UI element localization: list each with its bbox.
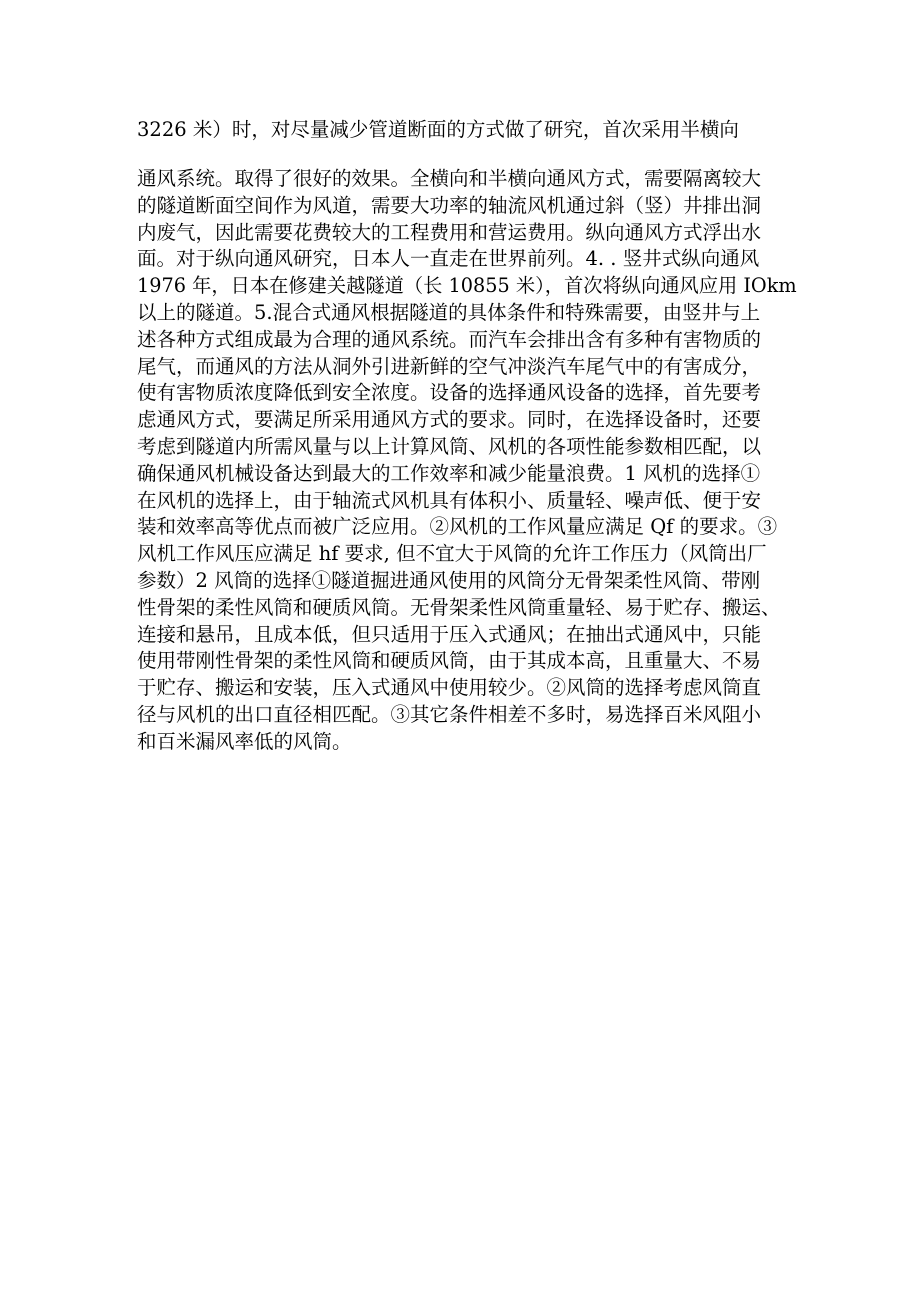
text-line: 性骨架的柔性风筒和硬质风筒。无骨架柔性风筒重量轻、易于贮存、搬运、: [137, 595, 781, 619]
paragraph-first-line: 3226 米）时，对尽量减少管道断面的方式做了研究，首次采用半横向: [137, 118, 739, 141]
text-line: 于贮存、搬运和安装，压入式通风中使用较少。②风筒的选择考虑风筒直: [137, 676, 762, 700]
text-line: 以上的隧道。5.混合式通风根据隧道的具体条件和特殊需要，由竖井与上: [137, 300, 761, 324]
text-line: 连接和悬吊，且成本低，但只适用于压入式通风；在抽出式通风中，只能: [137, 622, 762, 646]
text-line: 述各种方式组成最为合理的通风系统。而汽车会排出含有多种有害物质的: [137, 327, 762, 351]
body-paragraph: [137, 166, 797, 756]
text-line: 径与风机的出口直径相匹配。③其它条件相差不多时，易选择百米风阻小: [137, 702, 762, 726]
text-line: 使用带刚性骨架的柔性风筒和硬质风筒，由于其成本高，且重量大、不易: [137, 649, 762, 673]
text-line: 使有害物质浓度降低到安全浓度。设备的选择通风设备的选择，首先要考: [137, 381, 762, 405]
text-line: 内废气，因此需要花费较大的工程费用和营运费用。纵向通风方式浮出水: [137, 220, 762, 244]
text-line: 的隧道断面空间作为风道，需要大功率的轴流风机通过斜（竖）井排出洞: [137, 193, 762, 217]
text-line: 虑通风方式，要满足所采用通风方式的要求。同时，在选择设备时，还要: [137, 408, 762, 432]
text-line: 装和效率高等优点而被广泛应用。②风机的工作风量应满足 Qf 的要求。③: [137, 515, 778, 539]
text-line: 和百米漏风率低的风筒。: [137, 729, 352, 753]
text-line: 通风系统。取得了很好的效果。全横向和半横向通风方式，需要隔离较大: [137, 167, 762, 190]
text-line: 1976 年，日本在修建关越隧道（长 10855 米），首次将纵向通风应用 IOkm: [137, 274, 797, 298]
text-line: 尾气，而通风的方法从洞外引进新鲜的空气冲淡汽车尾气中的有害成分，: [137, 354, 762, 378]
text-line: 考虑到隧道内所需风量与以上计算风筒、风机的各项性能参数相匹配，以: [137, 434, 762, 458]
text-line: 确保通风机械设备达到最大的工作效率和减少能量浪费。1 风机的选择①: [137, 461, 761, 485]
text-line: 参数）2 风筒的选择①隧道掘进通风使用的风筒分无骨架柔性风筒、带刚: [137, 568, 761, 592]
text-line: 在风机的选择上，由于轴流式风机具有体积小、质量轻、噪声低、便于安: [137, 488, 762, 512]
text-line: 面。对于纵向通风研究，日本人一直走在世界前列。4. . 竖井式纵向通风: [137, 247, 760, 271]
text-line: 风机工作风压应满足 hf 要求, 但不宜大于风筒的允许工作压力（风筒出厂: [137, 542, 767, 566]
